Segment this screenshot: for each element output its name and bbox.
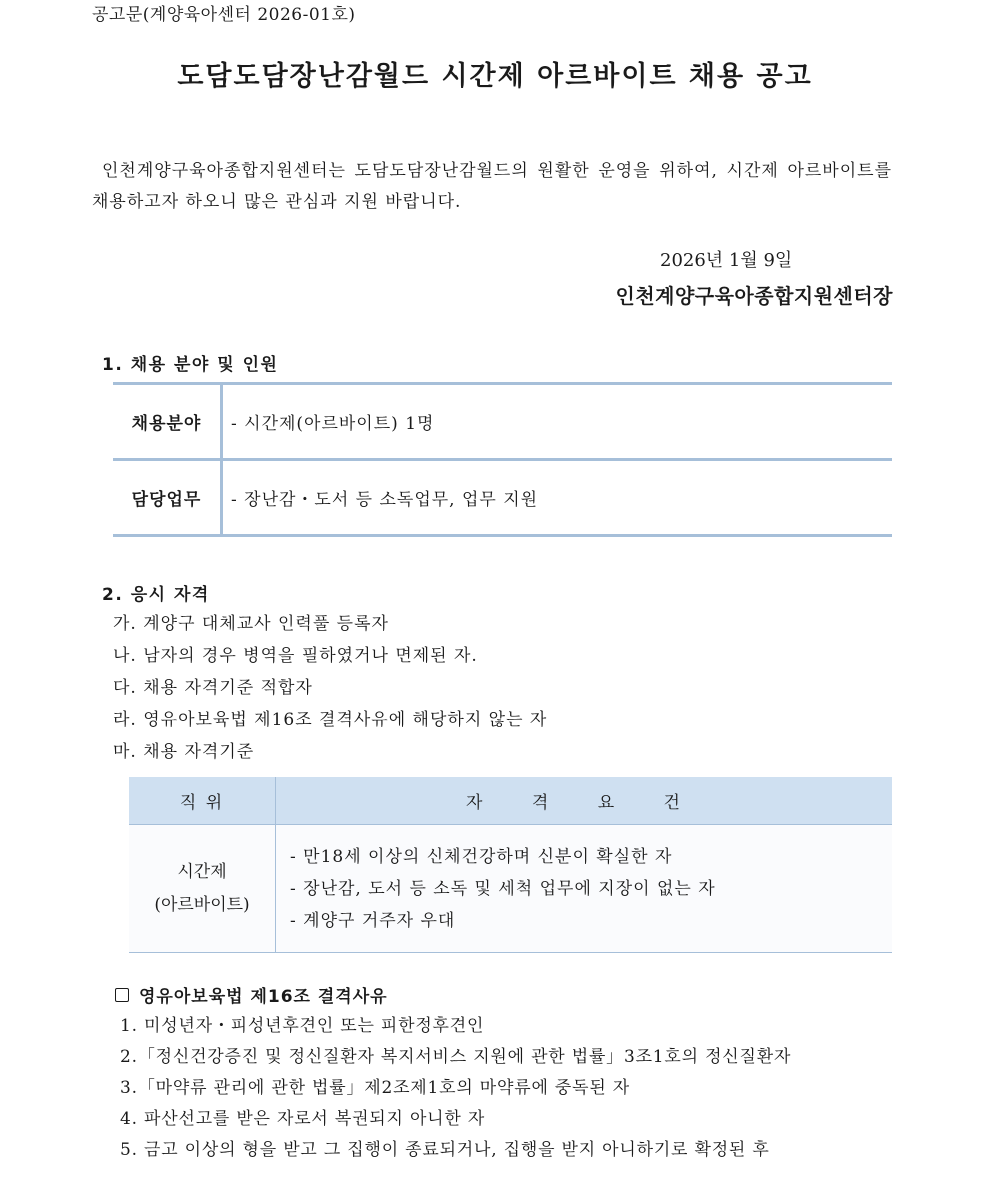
list-item: 1. 미성년자・피성년후견인 또는 피한정후견인 — [120, 1016, 485, 1036]
issuer-signature: 인천계양구육아종합지원센터장 — [615, 284, 893, 308]
section2-heading: 2. 응시 자격 — [102, 585, 210, 605]
table-row — [113, 384, 892, 460]
recruit-field-label: 채용분야 — [113, 384, 222, 460]
duty-label: 담당업무 — [113, 460, 222, 536]
list-item: 나. 남자의 경우 병역을 필하였거나 면제된 자. — [113, 646, 478, 666]
list-item: 3.「마약류 관리에 관한 법률」제2조제1호의 마약류에 중독된 자 — [120, 1078, 630, 1098]
qualification-list — [113, 608, 547, 768]
position-cell — [129, 825, 276, 953]
requirements-header: 자 격 요 건 — [276, 777, 893, 825]
checkbox-outline-icon — [115, 988, 129, 1002]
list-item: 마. 채용 자격기준 — [113, 742, 255, 762]
notice-date: 2026년 1월 9일 — [660, 250, 793, 271]
recruitment-table — [113, 382, 892, 537]
recruit-field-value: - 시간제(아르바이트) 1명 — [222, 384, 893, 460]
section1-heading: 1. 채용 분야 및 인원 — [102, 355, 279, 375]
list-item: 4. 파산선고를 받은 자로서 복권되지 아니한 자 — [120, 1109, 486, 1129]
table-row — [113, 460, 892, 536]
position-header: 직 위 — [129, 777, 276, 825]
requirement-item: - 만18세 이상의 신체건강하며 신분이 확실한 자 — [290, 846, 673, 867]
disqualification-list — [120, 1011, 791, 1166]
table-header-row — [129, 777, 892, 825]
list-item: 5. 금고 이상의 형을 받고 그 집행이 종료되거나, 집행을 받지 아니하기로 확정된 후 — [120, 1140, 770, 1160]
requirement-item: - 장난감, 도서 등 소독 및 세척 업무에 지장이 없는 자 — [290, 878, 716, 899]
list-item: 가. 계양구 대체교사 인력풀 등록자 — [113, 614, 389, 634]
list-item: 2.「정신건강증진 및 정신질환자 복지서비스 지원에 관한 법률」3조1호의 정신질환자 — [120, 1047, 792, 1067]
qualification-table — [129, 777, 892, 953]
duty-value: - 장난감・도서 등 소독업무, 업무 지원 — [222, 460, 893, 536]
position-line: 시간제 — [177, 861, 227, 882]
position-line: (아르바이트) — [154, 894, 250, 915]
list-item: 다. 채용 자격기준 적합자 — [113, 678, 313, 698]
table-row — [129, 825, 892, 953]
intro-paragraph: 인천계양구육아종합지원센터는 도담도담장난감월드의 원활한 운영을 위하여, 시간제 아르바이트를 채용하고자 하오니 많은 관심과 지원 바랍니다. — [92, 161, 892, 212]
notice-number: 공고문(계양육아센터 2026-01호) — [92, 5, 356, 25]
page-title: 도담도담장난감월드 시간제 아르바이트 채용 공고 — [177, 61, 813, 92]
requirement-item: - 계양구 거주자 우대 — [290, 910, 456, 931]
disqualification-heading — [113, 982, 388, 1007]
requirements-cell — [276, 825, 893, 953]
disqualification-heading-text: 영유아보육법 제16조 결격사유 — [139, 987, 388, 1007]
list-item: 라. 영유아보육법 제16조 결격사유에 해당하지 않는 자 — [113, 710, 548, 730]
